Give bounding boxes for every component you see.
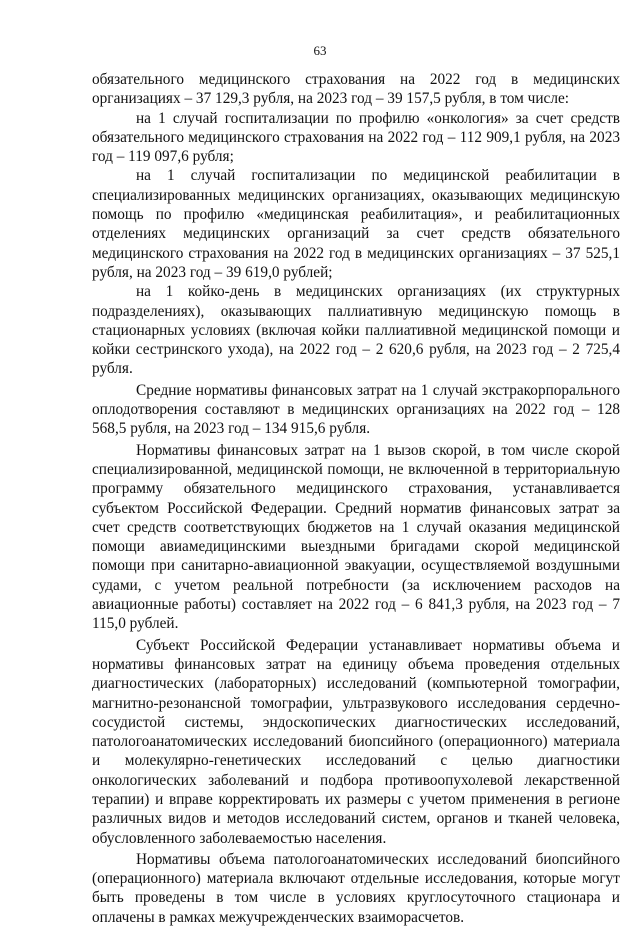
paragraph-pathology-standards: Нормативы объема патологоанатомических исследований биопсийного (операционного) материала включают отдельные исследования, которые могут быть проведены в том числе в условиях круглосуточного стационара и оплачены в рамках межучрежденческих взаиморасчетов. [92,850,620,926]
paragraph-rehabilitation-hospitalization: на 1 случай госпитализации по медицинской реабилитации в специализированных медицинских организациях, оказывающих медицинскую помощь по профилю «медицинская реабилитация», и реабилитационных отделениях медицинских организаций за счет средств обязательного медицинского страхования на 2022 год в медицинских организациях – 37 525,1 рубля, на 2023 год – 39 619,0 рублей; [92,167,620,281]
paragraph-continuation: обязательного медицинского страхования на 2022 год в медицинских организациях – 37 129,3 рубля, на 2023 год – 39 157,5 рубля, в том числе: [92,71,620,108]
page-number: 63 [313,43,327,58]
paragraph-palliative-bed-day: на 1 койко-день в медицинских организациях (их структурных подразделениях), оказывающих паллиативную медицинскую помощь в стационарных условиях (включая койки паллиативной медицинской помощи и койки сестринского ухода), на 2022 год – 2 620,6 рубля, на 2023 год – 2 725,4 рубля. [92,283,620,378]
paragraph-oncology-hospitalization: на 1 случай госпитализации по профилю «онкология» за счет средств обязательного медицинского страхования на 2022 год – 112 909,1 рубля, на 2023 год – 119 097,6 рубля; [92,109,620,166]
paragraph-diagnostic-standards: Субъект Российской Федерации устанавливает нормативы объема и нормативы финансовых затрат на единицу объема проведения отдельных диагностических (лабораторных) исследований (компьютерной томографии, магнитно-резонансной томографии, ультразвукового исследования сердечно-сосудистой системы, эндоскопических диагностических исследований, патологоанатомических исследований биопсийного (операционного) материала и молекулярно-генетических исследований с целью диагностики онкологических заболеваний и подбора противоопухолевой лекарственной терапии) и вправе корректировать их размеры с учетом применения в регионе различных видов и методов исследований систем, органов и тканей человека, обусловленного заболеваемостью населения. [92,636,620,847]
document-body [92,70,620,927]
paragraph-ivf-standards: Средние нормативы финансовых затрат на 1 случай экстракорпорального оплодотворения составляют в медицинских организациях на 2022 год – 128 568,5 рубля, на 2023 год – 134 915,6 рубля. [92,381,620,438]
paragraph-ambulance-standards: Нормативы финансовых затрат на 1 вызов скорой, в том числе скорой специализированной, медицинской помощи, не включенной в территориальную программу обязательного медицинского страхования, устанавливается субъектом Российской Федерации. Средний норматив финансовых затрат за счет средств соответствующих бюджетов на 1 случай оказания медицинской помощи авиамедицинскими выездными бригадами скорой медицинской помощи при санитарно-авиационной эвакуации, осуществляемой воздушными судами, с учетом реальной потребности (за исключением расходов на авиационные работы) составляет на 2022 год – 6 841,3 рубля, на 2023 год – 7 115,0 рублей. [92,441,620,633]
